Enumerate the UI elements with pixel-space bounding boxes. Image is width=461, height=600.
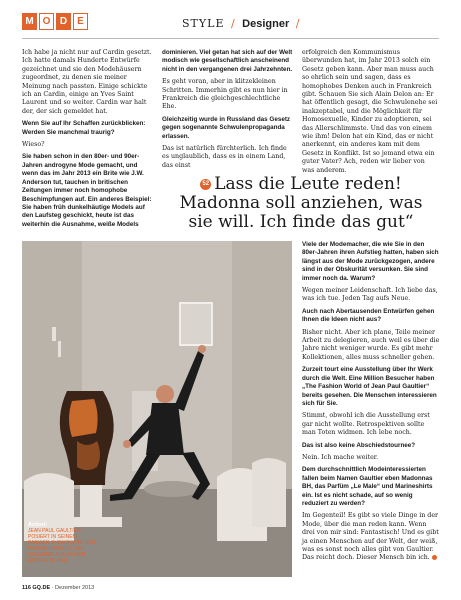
column-1 bbox=[22, 49, 153, 233]
magazine-logo bbox=[22, 13, 88, 30]
logo-letter: D bbox=[56, 13, 71, 30]
section-sub: Designer bbox=[242, 18, 290, 30]
interview-answer: Im Gegenteil! Es gibt so viele Dinge in der Mode, über die man reden kann. Wenn drei von mir sind: Fantastisch! Und es gibt ja einen Menschen auf der Welt, der weiß, was es sonst noch alles gibt von Gaultier. Das reicht doch. Dieser Mensch bin ich. bbox=[302, 512, 439, 562]
end-mark-icon bbox=[432, 555, 437, 560]
interview-answer: Das ist natürlich fürchterlich. Ich finde es unglaublich, dass es in einem Land, das einst bbox=[162, 145, 287, 169]
interview-question: Wenn Sie auf Ihr Schaffen zurückblicken: Werden Sie manchmal traurig? bbox=[22, 120, 146, 136]
interview-question: Sie haben schon in den 80er- und 90er-Jahren androgyne Mode gemacht, und wenn das im Jahr 2013 ein Brite wie J.W. Anderson tut, tauchen in britischen Zeitungen immer noch homophobe Beschimpfungen auf. Ein anderes Beispiel: Sie haben früh dunkelhäutige Models auf den Laufsteg geschickt, heute ist das weiterhin die Ausnahme, weiße Models bbox=[22, 153, 152, 228]
section-header: STYLE / Designer / bbox=[182, 17, 301, 30]
pull-quote-line: Madonna soll anziehen, was bbox=[179, 193, 423, 213]
column-4 bbox=[302, 241, 440, 567]
logo-letter: E bbox=[73, 13, 88, 30]
interview-question: Dem durchschnittlich Modeinteressierten fallen beim Namen Gaultier eben Madonnas BH, das Parfüm „Le Male“ und Marineshirts ein. Ist es nicht schade, auf so wenig reduziert zu werden? bbox=[302, 466, 433, 507]
magazine-name: GQ.DE bbox=[32, 585, 51, 591]
page-footer: 116 GQ.DE · Dezember 2013 bbox=[22, 585, 95, 591]
pull-quote bbox=[162, 175, 440, 232]
header-rule bbox=[22, 38, 439, 39]
photo-caption bbox=[28, 522, 98, 564]
interview-answer: Ich habe ja nicht nur auf Cardin gesetzt. Ich hatte damals Hunderte Entwürfe gezeichnet und sie den Modehäusern zugeordnet, zu denen sie meiner Meinung nach passten. Einige schickte ich an Cardin, einige an Yves Saint Laurent und so weiter. Cardin war halt der, der sich gemeldet hat. bbox=[22, 49, 152, 115]
interview-answer: Wegen meiner Leidenschaft. Ich liebe das, was ich tue. Jeden Tag aufs Neue. bbox=[302, 287, 438, 303]
interview-answer: Stimmt, obwohl ich die Ausstellung erst gar nicht wollte. Retrospektiven sollte man Toten widmen. Ich lebe noch. bbox=[302, 412, 430, 437]
page-number: 116 bbox=[22, 585, 31, 591]
interview-question: Das ist also keine Abschiedstournee? bbox=[302, 441, 416, 449]
interview-question: Viele der Modemacher, die wie Sie in den 80er-Jahren ihren Aufstieg hatten, haben sich längst aus der Mode zurückgezogen, andere sind in der Obskurität versunken. Sie sind immer noch da. Warum? bbox=[302, 241, 439, 282]
interview-answer: erfolgreich den Kommunismus überwunden hat, im Jahr 2013 solch ein Gesetz geben kann. Aber man muss auch so ehrlich sein und sagen, dass es homophobes Denken auch in Frankreich gibt. Schauen Sie sich Alain Delon an: Er hat öffentlich gesagt, die Schwulenehe sei inakzeptabel, und die Möglichkeit für Homosexuelle, Kinder zu adoptieren, sei das Allerschlimmste. Und das von einem wie ihm! Delon hat ein Kind, das er nicht anerkennt, ein anderes kam mit dem Gesetz in Konflikt. Ist so jemand etwa ein guter Vater? Ach, reden wir lieber von was anderem. bbox=[302, 49, 438, 174]
section-main: STYLE bbox=[182, 17, 225, 30]
interview-question: Auch nach Abertausenden Entwürfen gehen Ihnen die Ideen nicht aus? bbox=[302, 307, 435, 324]
pull-quote-line: sie will. Ich finde das gut“ bbox=[188, 212, 414, 232]
caption-title: Action! bbox=[28, 522, 47, 528]
pull-quote-line: Lass die Leute reden! bbox=[214, 174, 402, 194]
logo-letter: O bbox=[39, 13, 54, 30]
interview-answer: Wieso? bbox=[22, 141, 45, 149]
page-ref-badge: 52 bbox=[200, 179, 211, 190]
interview-question: Gleichzeitig wurde in Russland das Gesetz gegen sogenannte Schwulenpropaganda erlassen. bbox=[162, 115, 291, 140]
issue-date: Dezember 2013 bbox=[55, 585, 95, 591]
interview-question: Zurzeit tourt eine Ausstellung über Ihr Werk durch die Welt. Eine Million Besucher haben „The Fashion World of Jean Paul Gaultier“ bereits gesehen. Die Menschen interessieren sich für Sie. bbox=[302, 366, 437, 407]
interview-answer: Es geht voran, aber in klitzekleinen Schritten. Immerhin gibt es nun hier in Frankreich die gleichgeschlechtliche Ehe. bbox=[162, 78, 288, 111]
column-3 bbox=[302, 49, 439, 179]
interview-question: dominieren. Viel getan hat sich auf der Welt modisch wie gesellschaftlich anscheinend nicht in den vergangenen drei Jahrzehnten. bbox=[162, 49, 293, 73]
caption-text: JEAN PAUL GAULTIER POSIERT IN SEINEM PARISER SHOWROOM. DER WEISSE DIVAN IST EIN SOUVENIR AUS SEINER ERSTEN SCHAU bbox=[28, 528, 96, 564]
interview-answer: Bisher nicht. Aber ich plane, Teile meiner Arbeit zu delegieren, auch weil es über die Jahre nicht weniger wurde. Es gibt mehr Kollektionen, alles muss schneller gehen. bbox=[302, 328, 440, 361]
column-2 bbox=[162, 49, 293, 174]
logo-letter: M bbox=[22, 13, 37, 30]
interview-answer: Nein. Ich mache weiter. bbox=[302, 453, 379, 461]
